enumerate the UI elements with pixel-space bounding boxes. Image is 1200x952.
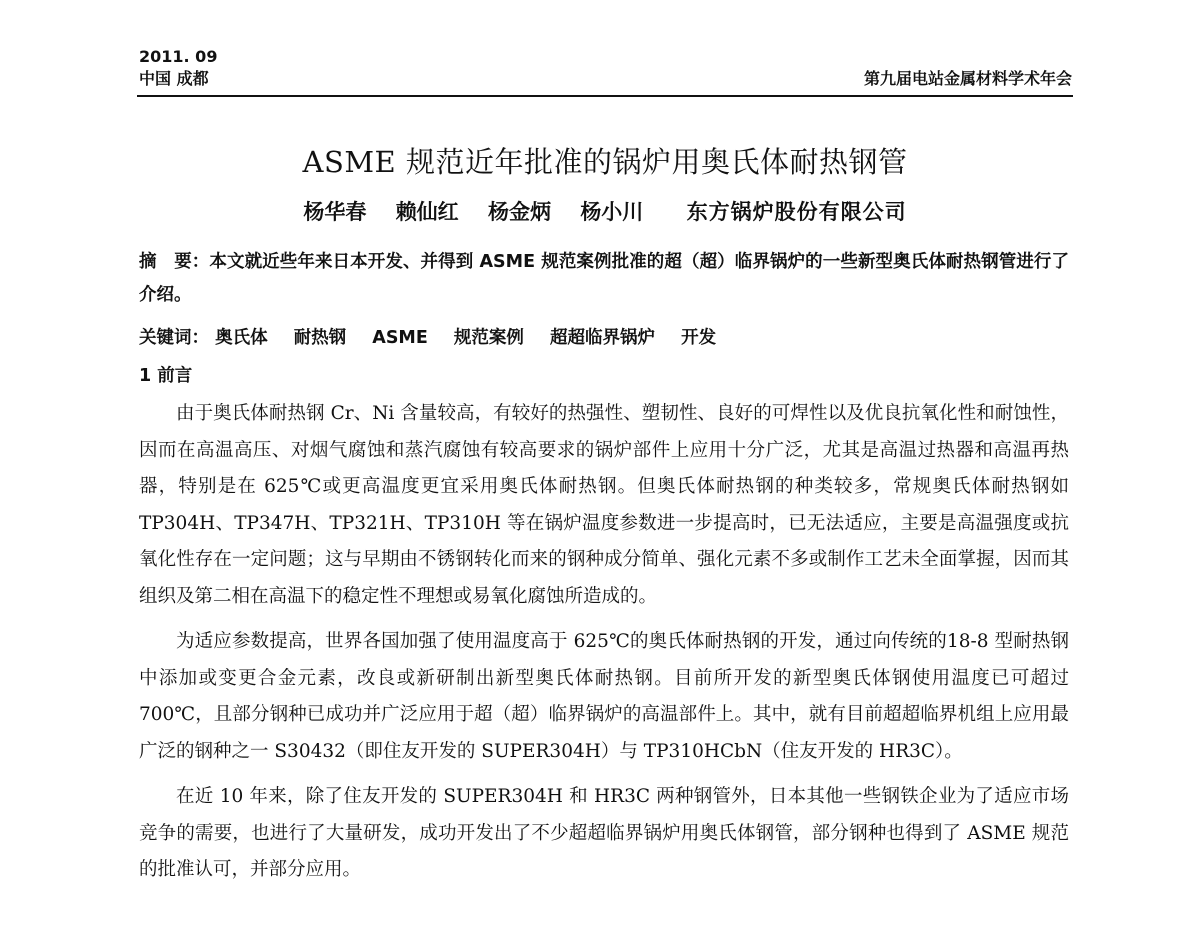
paper-title: ASME 规范近年批准的锅炉用奥氏体耐热钢管 xyxy=(302,145,908,179)
abstract-label: 摘 要： xyxy=(139,252,210,272)
keyword: 开发 xyxy=(681,328,717,348)
author-line xyxy=(137,196,1073,228)
author-name: 杨小川 xyxy=(580,200,644,224)
keyword: 规范案例 xyxy=(453,328,524,348)
author-name: 赖仙红 xyxy=(395,200,459,224)
author-name: 杨华春 xyxy=(303,200,367,224)
header-conference: 第九届电站金属材料学术年会 xyxy=(863,69,1072,88)
running-header-left xyxy=(139,46,217,90)
abstract-text: 本文就近些年来日本开发、并得到 ASME 规范案例批准的超（超）临界锅炉的一些新型奥氏体耐热钢管进行了介绍。 xyxy=(139,252,1070,305)
paragraph: 为适应参数提高，世界各国加强了使用温度高于 625℃的奥氏体耐热钢的开发，通过向传统的18-8 型耐热钢中添加或变更合金元素，改良或新研制出新型奥氏体耐热钢。目前所开发的新型奥氏体钢使用温度已可超过 700℃，且部分钢种已成功并广泛应用于超（超）临界锅炉的高温部件上。其中，就有目前超超临界机组上应用最广泛的钢种之一 S30432（即住友开发的 SUPER304H）与 TP310HCbN（住友开发的 HR3C）。 xyxy=(139,631,1069,762)
header-rule xyxy=(137,95,1073,97)
keywords xyxy=(139,322,1069,355)
keyword: 奥氏体 xyxy=(215,328,268,348)
keyword: 超超临界锅炉 xyxy=(550,328,655,348)
paragraph: 由于奥氏体耐热钢 Cr、Ni 含量较高，有较好的热强性、塑韧性、良好的可焊性以及优良抗氧化性和耐蚀性，因而在高温高压、对烟气腐蚀和蒸汽腐蚀有较高要求的锅炉部件上应用十分广泛，尤其是高温过热器和高温再热器，特别是在 625℃或更高温度更宜采用奥氏体耐热钢。但奥氏体耐热钢的种类较多，常规奥氏体耐热钢如 TP304H、TP347H、TP321H、TP310H 等在锅炉温度参数进一步提高时，已无法适应，主要是高温强度或抗氧化性存在一定问题；这与早期由不锈钢转化而来的钢种成分简单、强化元素不多或制作工艺未全面掌握，因而其组织及第二相在高温下的稳定性不理想或易氧化腐蚀所造成的。 xyxy=(139,403,1069,607)
header-date: 2011. 09 xyxy=(139,47,218,66)
affiliation: 东方锅炉股份有限公司 xyxy=(686,200,907,224)
paragraph: 在近 10 年来，除了住友开发的 SUPER304H 和 HR3C 两种钢管外，日本其他一些钢铁企业为了适应市场竞争的需要，也进行了大量研发，成功开发出了不少超超临界锅炉用奥氏体钢管，部分钢种也得到了 ASME 规范的批准认可，并部分应用。 xyxy=(139,786,1069,880)
keyword: ASME xyxy=(372,328,428,348)
keywords-label: 关键词： xyxy=(139,328,209,348)
body-text xyxy=(139,396,1069,898)
section-heading: 1 前言 xyxy=(139,366,193,386)
abstract xyxy=(139,246,1069,312)
author-name: 杨金炳 xyxy=(488,200,551,224)
header-location: 中国 成都 xyxy=(139,69,209,88)
keyword: 耐热钢 xyxy=(293,328,347,348)
